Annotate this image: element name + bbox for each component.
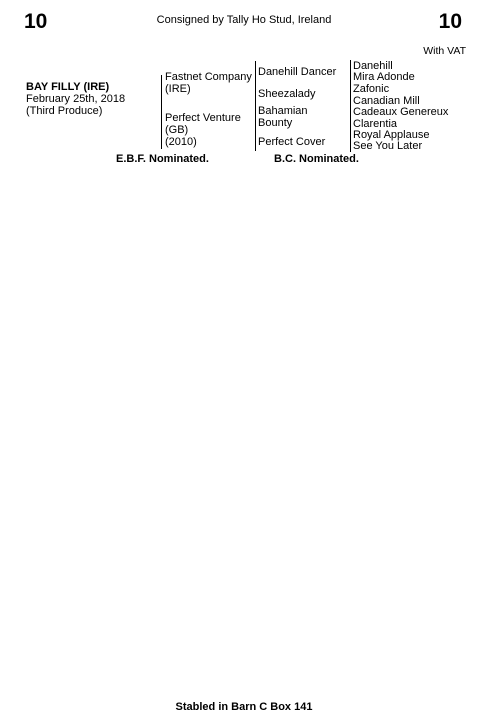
pedigree-bracket-3 [350,60,351,152]
horse-name: BAY FILLY (IRE) [26,81,110,93]
sire: Fastnet Company [165,71,252,83]
stabled-location: Stabled in Barn C Box 141 [175,701,313,713]
lot-number-left: 10 [24,10,48,33]
pedigree-bracket-2 [255,61,256,151]
ancestor-3: Zafonic [353,83,390,95]
sire-dam: Sheezalady [258,88,316,100]
pedigree-bracket-1 [161,75,162,149]
dam-dam: Perfect Cover [258,136,326,148]
dam-year: (2010) [165,136,197,148]
ancestor-6: Clarentia [353,118,398,130]
bc-nominated: B.C. Nominated. [274,153,359,165]
ancestor-8: See You Later [353,140,423,152]
sire-country: (IRE) [165,83,191,95]
ancestor-5: Cadeaux Genereux [353,106,449,118]
dam-country: (GB) [165,124,189,136]
ancestor-2: Mira Adonde [353,71,415,83]
vat-status: With VAT [423,45,466,57]
ebf-nominated: E.B.F. Nominated. [116,153,209,165]
ancestor-7: Royal Applause [353,129,430,141]
dam-sire-line2: Bounty [258,117,293,129]
sire-sire: Danehill Dancer [258,66,337,78]
consignor: Consigned by Tally Ho Stud, Ireland [156,14,332,26]
dam: Perfect Venture [165,112,241,124]
dam-sire: Bahamian [258,105,308,117]
ancestor-1: Danehill [353,60,393,72]
date-of-birth: February 25th, 2018 [26,93,126,105]
produce-number: (Third Produce) [26,105,103,117]
lot-number-right: 10 [438,10,462,33]
ancestor-4: Canadian Mill [353,95,420,107]
